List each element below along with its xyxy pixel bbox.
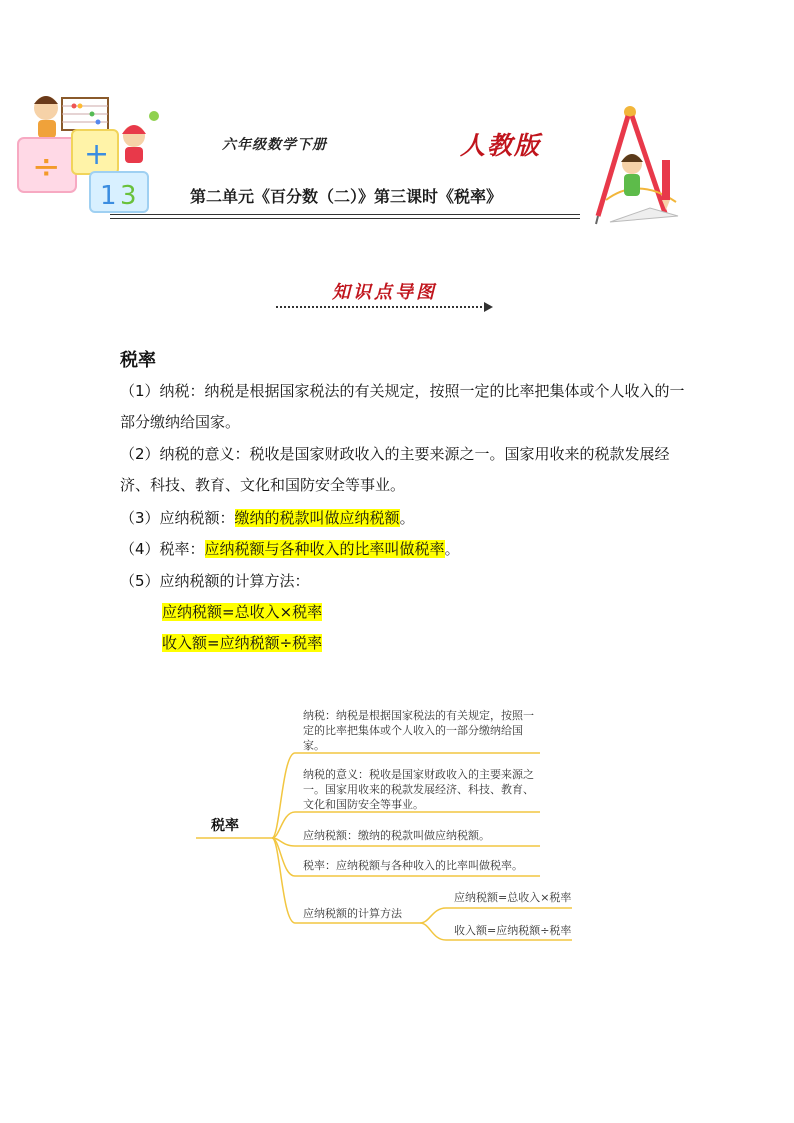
mindmap-branch-connector — [272, 753, 295, 838]
svg-text:3: 3 — [120, 181, 137, 211]
paragraph-end: 。 — [444, 540, 460, 558]
grade-label: 六年级数学下册 — [222, 137, 327, 153]
mindmap-subbranch-connector — [420, 923, 446, 940]
mindmap-subbranch-connector — [420, 908, 446, 923]
mindmap-branch-connector — [272, 838, 295, 923]
mindmap-node-tax-meaning — [303, 767, 534, 812]
mindmap-node-line: 纳税：纳税是根据国家税法的有关规定，按照一 — [303, 709, 534, 722]
highlighted-formula: 应纳税额=总收入×税率 — [162, 603, 323, 621]
paragraph-text: 税收是国家财政收入的主要来源之一。国家用收来的税款发展经济、科技、教育、文化和国防安全等事业。 — [120, 445, 670, 494]
paragraph-label: （1）纳税： — [120, 382, 205, 400]
mindmap-node-line: 定的比率把集体或个人收入的一部分缴纳给国 — [303, 724, 523, 737]
mindmap-node-tax-rate: 税率：应纳税额与各种收入的比率叫做税率。 — [303, 859, 523, 872]
mindmap-node-formula-tax: 应纳税额=总收入×税率 — [454, 891, 572, 904]
section-title: 税率 — [120, 350, 156, 371]
unit-title: 第二单元《百分数（二）》第三课时《税率》 — [190, 187, 503, 206]
paragraph-text: 纳税是根据国家税法的有关规定，按照一定的比率把集体或个人收入的一部分缴纳给国家。 — [120, 382, 685, 431]
highlighted-formula: 收入额=应纳税额÷税率 — [162, 634, 323, 652]
svg-text:÷: ÷ — [32, 147, 61, 187]
svg-text:+: + — [84, 137, 110, 172]
edition-label: 人教版 — [460, 131, 542, 160]
knowledge-map-banner: 知识点导图 — [332, 282, 437, 303]
mindmap-node-tax-payable: 应纳税额：缴纳的税款叫做应纳税额。 — [303, 829, 490, 842]
paragraph-end: 。 — [399, 509, 415, 527]
highlighted-definition: 缴纳的税款叫做应纳税额 — [234, 509, 400, 527]
mindmap-node-line: 纳税的意义：税收是国家财政收入的主要来源之 — [303, 768, 534, 781]
paragraph-calculation-method: （5）应纳税额的计算方法： — [120, 572, 310, 590]
mindmap-root: 税率 — [211, 818, 239, 834]
paragraph-label: （2）纳税的意义： — [120, 445, 250, 463]
highlighted-definition: 应纳税额与各种收入的比率叫做税率 — [204, 540, 445, 558]
mindmap-node-tax-payment — [303, 708, 534, 753]
mindmap-node-line: 文化和国防安全等事业。 — [303, 798, 424, 811]
mindmap-node-calculation: 应纳税额的计算方法 — [303, 907, 402, 920]
mindmap-node-line: 家。 — [303, 739, 325, 752]
svg-text:1: 1 — [100, 181, 117, 211]
paragraph-label: （3）应纳税额： — [120, 509, 235, 527]
mindmap-node-formula-income: 收入额=应纳税额÷税率 — [454, 924, 572, 937]
mindmap-node-line: 一。国家用收来的税款发展经济、科技、教育、 — [303, 783, 534, 796]
paragraph-label: （4）税率： — [120, 540, 205, 558]
